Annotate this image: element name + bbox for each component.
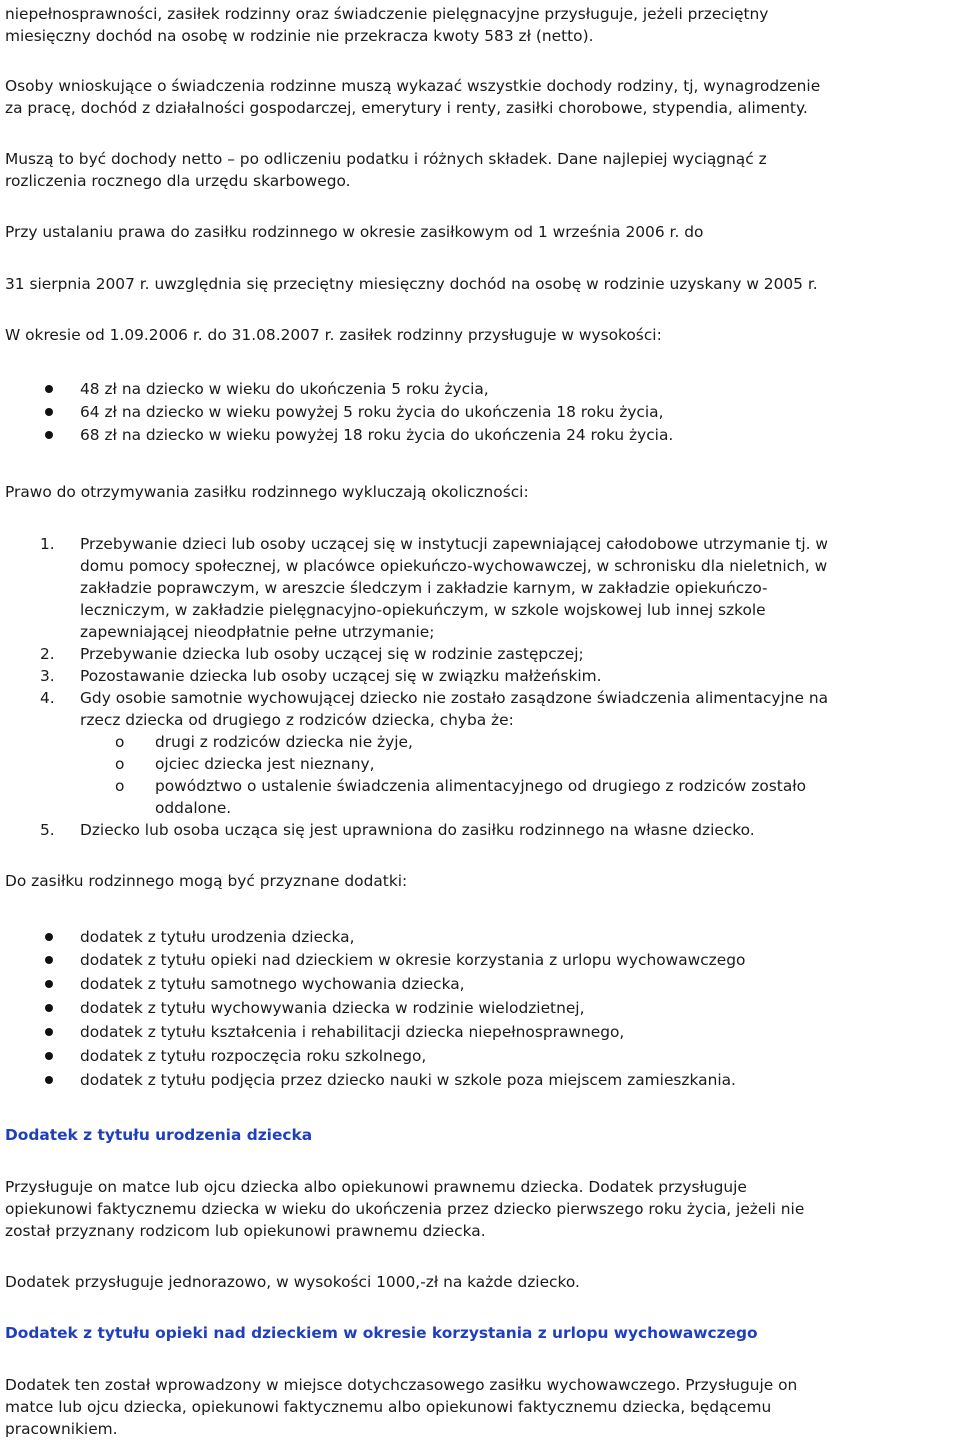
exclusion-line: Pozostawanie dziecka lub osoby uczącej się w związku małżeńskim. bbox=[80, 667, 602, 685]
sub-item: drugi z rodziców dziecka nie żyje, bbox=[155, 733, 413, 751]
income-line-2: za pracę, dochód z działalności gospodarczej, emerytury i renty, zasiłki chorobowe, stypendia, alimenty. bbox=[5, 99, 808, 117]
supplement-item: dodatek z tytułu kształcenia i rehabilitacji dziecka niepełnosprawnego, bbox=[80, 1023, 625, 1041]
sub-item: powództwo o ustalenie świadczenia alimentacyjnego od drugiego z rodziców zostało bbox=[155, 777, 807, 795]
bullet-dot bbox=[45, 980, 53, 988]
bullet-dot bbox=[45, 385, 53, 393]
exclusion-line: zapewniającej nieodpłatnie pełne utrzymanie; bbox=[80, 623, 435, 641]
birth-para-line: opiekunowi faktycznemu dziecka w wieku do ukończenia przez dziecko pierwszego roku życia, jeżeli nie bbox=[5, 1200, 805, 1218]
exclusion-number: 5. bbox=[40, 821, 55, 839]
supplement-item: dodatek z tytułu samotnego wychowania dziecka, bbox=[80, 975, 465, 993]
birth-para-line: został przyznany rodzicom lub opiekunowi prawnemu dziecka. bbox=[5, 1222, 486, 1240]
exclusion-line: Gdy osobie samotnie wychowującej dziecko nie zostało zasądzone świadczenia alimentacyjne na bbox=[80, 689, 829, 707]
bullet-dot bbox=[45, 933, 53, 941]
sub-item-marker: o bbox=[115, 755, 125, 773]
exclusion-line: Przebywanie dziecka lub osoby uczącej się w rodzinie zastępczej; bbox=[80, 645, 584, 663]
bullet-dot bbox=[45, 1076, 53, 1084]
exclusion-number: 1. bbox=[40, 535, 55, 553]
exclusion-number: 3. bbox=[40, 667, 55, 685]
bullet-dot bbox=[45, 1004, 53, 1012]
exclusion-number: 2. bbox=[40, 645, 55, 663]
bullet-dot bbox=[45, 408, 53, 416]
period-line-2: 31 sierpnia 2007 r. uwzględnia się przeciętny miesięczny dochód na osobę w rodzinie uzyskany w 2005 r. bbox=[5, 275, 818, 293]
birth-amount-line: Dodatek przysługuje jednorazowo, w wysokości 1000,-zł na każde dziecko. bbox=[5, 1273, 580, 1291]
netto-line-1: Muszą to być dochody netto – po odliczeniu podatku i różnych składek. Dane najlepiej wyciągnąć z bbox=[5, 150, 767, 168]
exclusion-line: zakładzie poprawczym, w areszcie śledczym i zakładzie karnym, w zakładzie opiekuńczo- bbox=[80, 579, 768, 597]
intro-line-1: niepełnosprawności, zasiłek rodzinny oraz świadczenie pielęgnacyjne przysługuje, jeżeli przeciętny bbox=[5, 5, 769, 23]
intro-line-2: miesięczny dochód na osobę w rodzinie nie przekracza kwoty 583 zł (netto). bbox=[5, 27, 594, 45]
bullet-dot bbox=[45, 1028, 53, 1036]
exclusion-number: 4. bbox=[40, 689, 55, 707]
exclusion-line: Dziecko lub osoba ucząca się jest uprawniona do zasiłku rodzinnego na własne dziecko. bbox=[80, 821, 755, 839]
supplement-item: dodatek z tytułu wychowywania dziecka w rodzinie wielodzietnej, bbox=[80, 999, 585, 1017]
sub-item-marker: o bbox=[115, 733, 125, 751]
income-line-1: Osoby wnioskujące o świadczenia rodzinne muszą wykazać wszystkie dochody rodziny, tj, wynagrodzenie bbox=[5, 77, 821, 95]
sub-item: ojciec dziecka jest nieznany, bbox=[155, 755, 375, 773]
bullet-dot bbox=[45, 431, 53, 439]
exclusion-line: Przebywanie dzieci lub osoby uczącej się w instytucji zapewniającej całodobowe utrzymanie tj. w bbox=[80, 535, 828, 553]
netto-line-2: rozliczenia rocznego dla urzędu skarbowego. bbox=[5, 172, 351, 190]
amount-item: 48 zł na dziecko w wieku do ukończenia 5 roku życia, bbox=[80, 380, 489, 398]
supplement-item: dodatek z tytułu rozpoczęcia roku szkolnego, bbox=[80, 1047, 427, 1065]
birth-para-line: Przysługuje on matce lub ojcu dziecka albo opiekunowi prawnemu dziecka. Dodatek przysługuje bbox=[5, 1178, 747, 1196]
exclusion-line: leczniczym, w zakładzie pielęgnacyjno-opiekuńczym, w szkole wojskowej lub innej szkole bbox=[80, 601, 766, 619]
period-line-1: Przy ustalaniu prawa do zasiłku rodzinnego w okresie zasiłkowym od 1 września 2006 r. do bbox=[5, 223, 704, 241]
care-para-line: pracownikiem. bbox=[5, 1420, 118, 1438]
sub-item: oddalone. bbox=[155, 799, 232, 817]
bullet-dot bbox=[45, 1052, 53, 1060]
exclusion-line: domu pomocy społecznej, w placówce opiekuńczo-wychowawczej, w schronisku dla nieletnich, w bbox=[80, 557, 828, 575]
amount-item: 68 zł na dziecko w wieku powyżej 18 roku życia do ukończenia 24 roku życia. bbox=[80, 426, 674, 444]
supplement-item: dodatek z tytułu podjęcia przez dziecko nauki w szkole poza miejscem zamieszkania. bbox=[80, 1071, 736, 1089]
care-para-line: matce lub ojcu dziecka, opiekunowi faktycznemu albo opiekunowi faktycznemu dziecka, będącemu bbox=[5, 1398, 772, 1416]
supplement-item: dodatek z tytułu opieki nad dzieckiem w okresie korzystania z urlopu wychowawczego bbox=[80, 951, 746, 969]
exclusions-intro: Prawo do otrzymywania zasiłku rodzinnego wykluczają okoliczności: bbox=[5, 483, 529, 501]
supplement-item: dodatek z tytułu urodzenia dziecka, bbox=[80, 928, 355, 946]
amount-item: 64 zł na dziecko w wieku powyżej 5 roku życia do ukończenia 18 roku życia, bbox=[80, 403, 664, 421]
section-heading-birth: Dodatek z tytułu urodzenia dziecka bbox=[5, 1126, 313, 1144]
section-heading-care: Dodatek z tytułu opieki nad dzieckiem w okresie korzystania z urlopu wychowawczego bbox=[5, 1324, 758, 1342]
care-para-line: Dodatek ten został wprowadzony w miejsce dotychczasowego zasiłku wychowawczego. Przysługuje on bbox=[5, 1376, 798, 1394]
exclusion-line: rzecz dziecka od drugiego z rodziców dziecka, chyba że: bbox=[80, 711, 514, 729]
period-line-3: W okresie od 1.09.2006 r. do 31.08.2007 r. zasiłek rodzinny przysługuje w wysokości: bbox=[5, 326, 662, 344]
bullet-dot bbox=[45, 956, 53, 964]
supplements-intro: Do zasiłku rodzinnego mogą być przyznane dodatki: bbox=[5, 872, 408, 890]
sub-item-marker: o bbox=[115, 777, 125, 795]
